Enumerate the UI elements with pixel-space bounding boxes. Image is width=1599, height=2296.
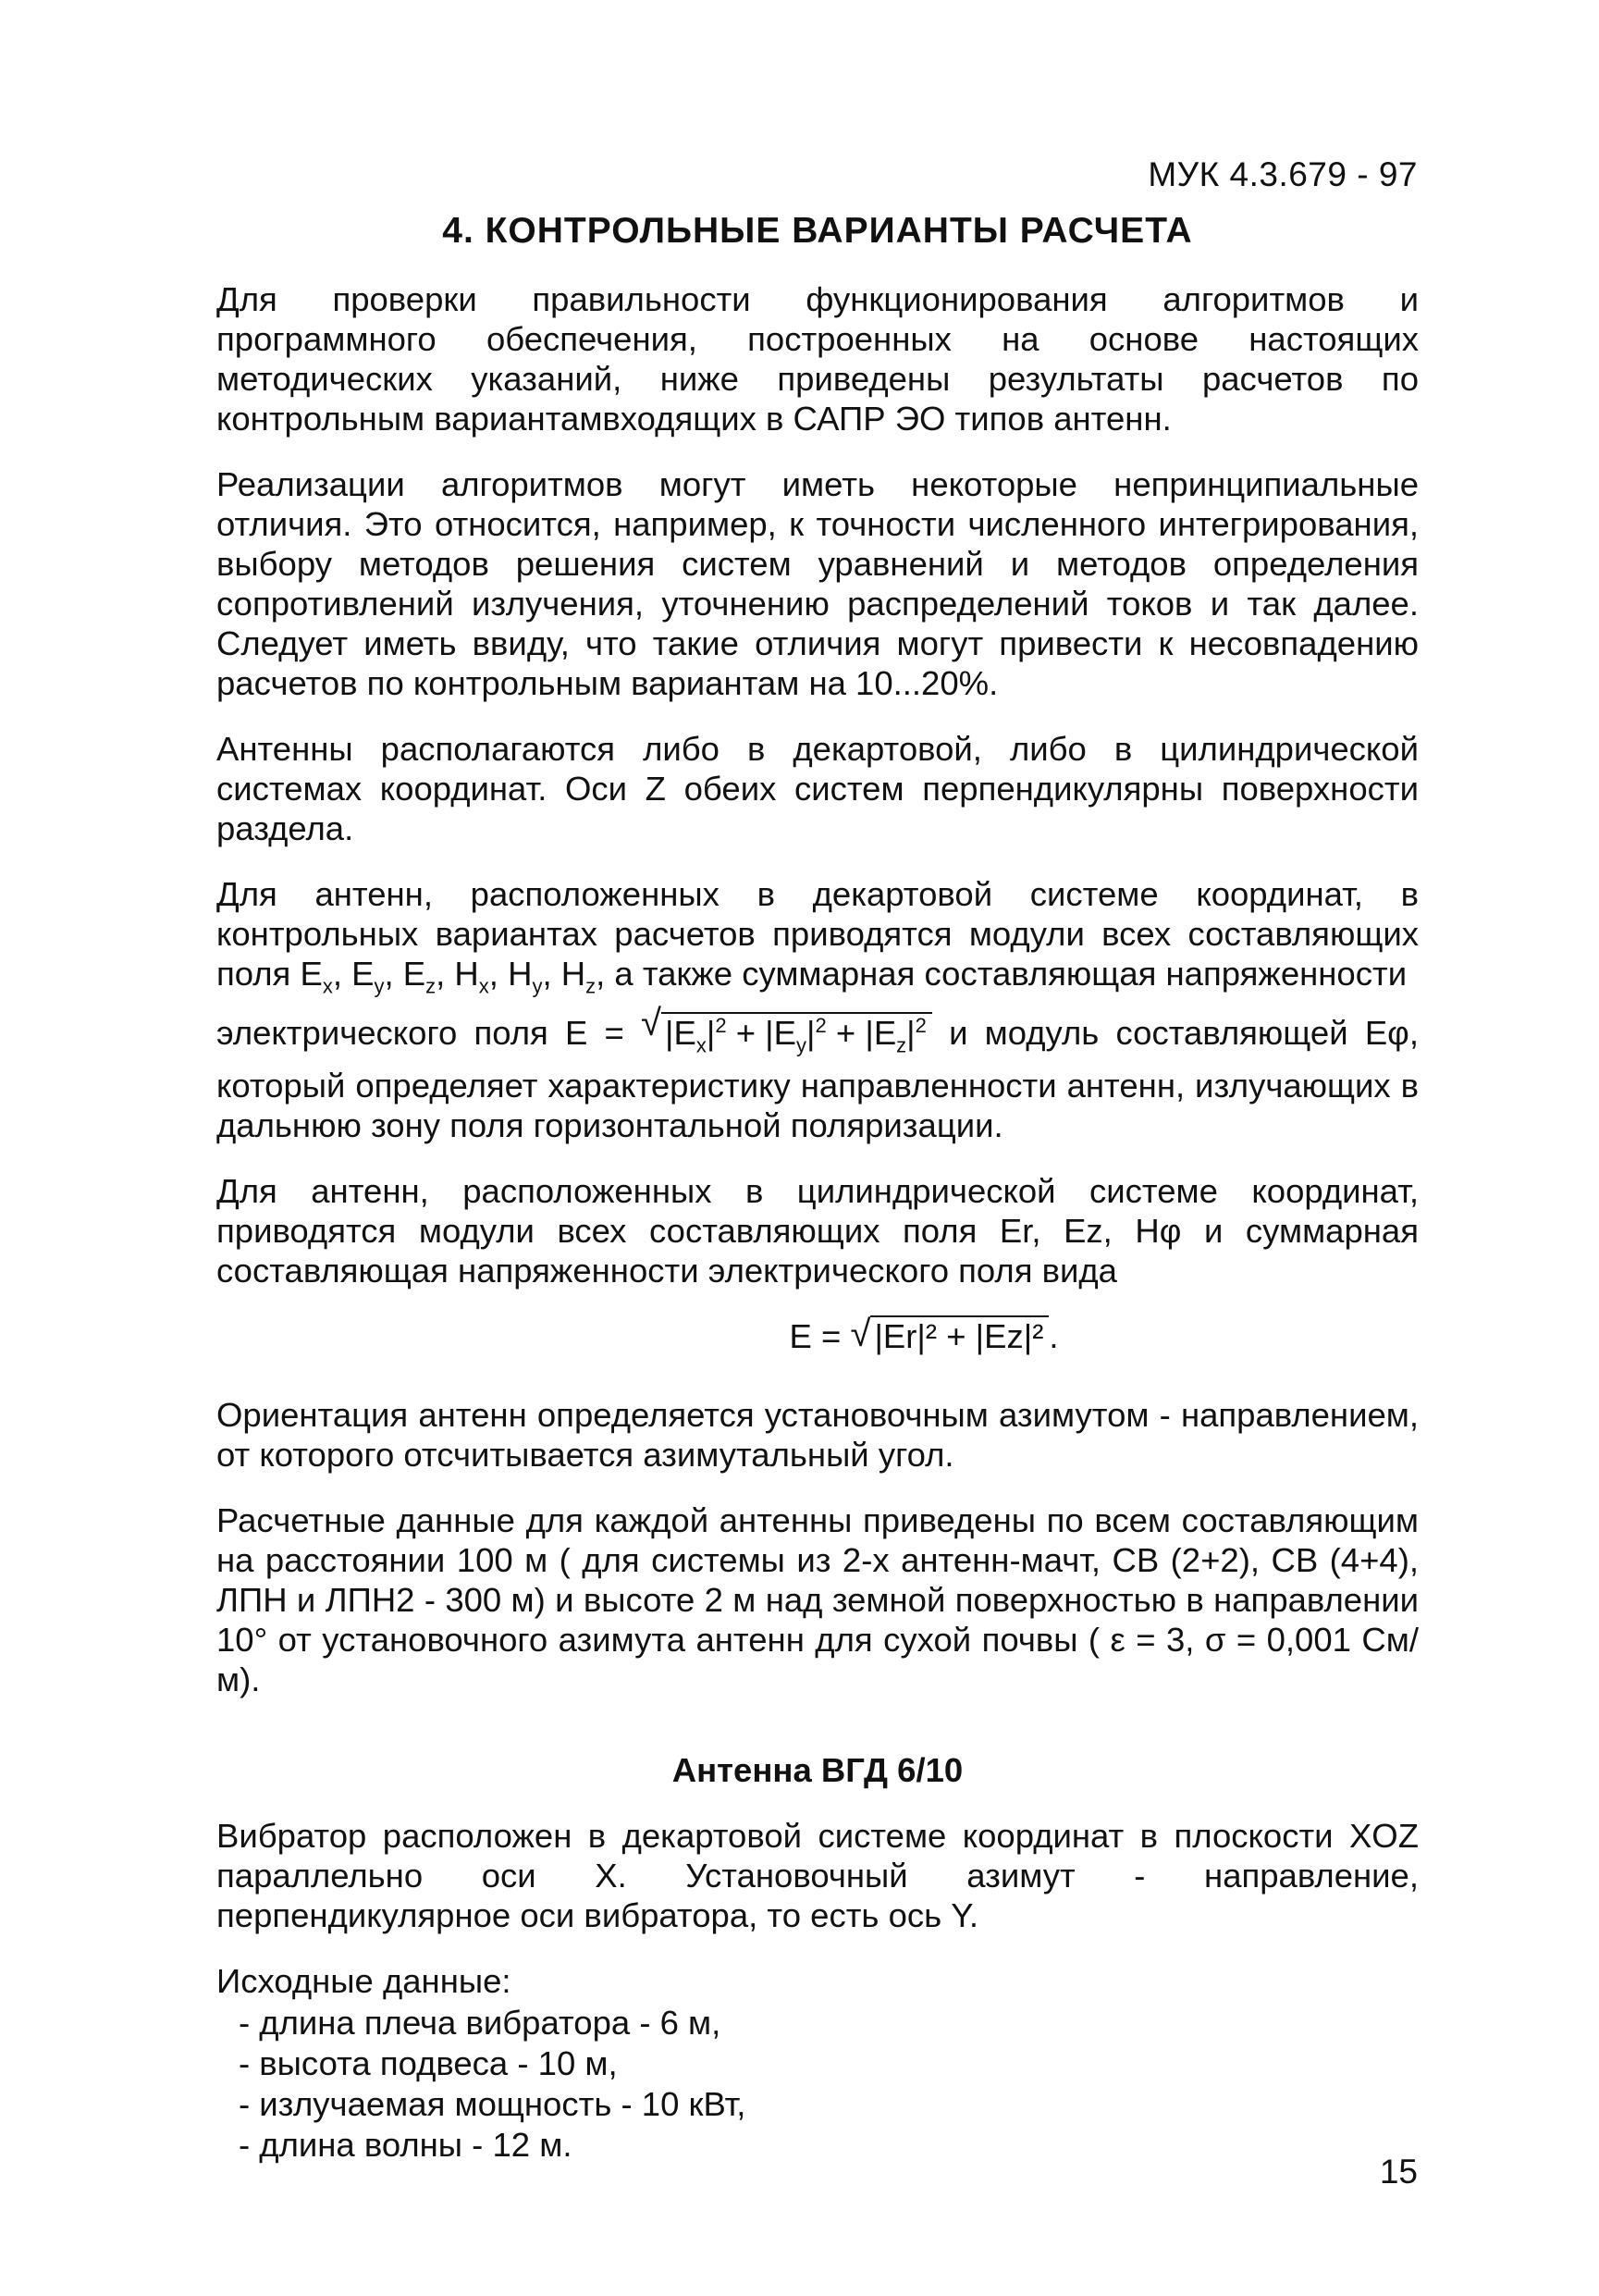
paragraph-4 — [216, 874, 1419, 1145]
antenna-paragraph: Вибратор расположен в декартовой системе координат в плоскости XOZ параллельно оси X. Установочный азимут - направление, перпендикулярное оси вибратора, то есть ось Y. — [216, 1816, 1419, 1934]
formula-cylindrical — [429, 1316, 1419, 1356]
antenna-title: Антенна ВГД 6/10 — [671, 1750, 964, 1789]
main-content — [216, 211, 1419, 2166]
section-title: 4. КОНТРОЛЬНЫЕ ВАРИАНТЫ РАСЧЕТА — [442, 211, 1193, 251]
paragraph-4-part-a: Для антенн, расположенных в декартовой системе координат, в контрольных вариантах расчетов приводятся модули всех составляющих поля — [216, 875, 1419, 993]
paragraph-4-part-e: Eφ, который определяет характеристику направленности антенн, излучающих в дальнюю зону поля горизонтальной поляризации. — [216, 1014, 1419, 1144]
sqrt-symbol: √ $|E_x|^2 + |E_y|^2 + |E_z|^2$ — [641, 1006, 932, 1065]
paragraph-1: Для проверки правильности функционирования алгоритмов и программного обеспечения, построенных на основе настоящих методических указаний, ниже приведены результаты расчетов по контрольным вариантамвходящих в САПР ЭО типов антенн. — [216, 280, 1419, 438]
document-code: МУК 4.3.679 - 97 — [1148, 155, 1418, 193]
formula-cartesian-left: электрического поля E = — [216, 1014, 624, 1053]
paragraph-3: Антенны располагаются либо в декартовой, либо в цилиндрической системах координат. Оси Z обеих систем перпендикулярны поверхности раздела. — [216, 730, 1419, 847]
paragraph-2: Реализации алгоритмов могут иметь некоторые непринципиальные отличия. Это относится, например, к точности численного интегрирования, выбору методов решения систем уравнений и методов определения сопротивлений излучения, уточнению распределений токов и так далее. Следует иметь ввиду, что такие отличия могут привести к несовпадению расчетов по контрольным вариантам на 10...20%. — [216, 465, 1419, 702]
page-number: 15 — [1379, 2153, 1418, 2191]
paragraph-4-part-d: и модуль составляющей — [949, 1014, 1348, 1053]
paragraph-5: Для антенн, расположенных в цилиндрической системе координат, приводятся модули всех составляющих поля Er, Ez, Hφ и суммарная составляющая напряженности электрического поля вида — [216, 1171, 1419, 1290]
formula-cartesian — [216, 1014, 949, 1057]
formula-cylindrical-end: . — [1049, 1316, 1059, 1355]
paragraph-6: Ориентация антенн определяется установочным азимутом - направлением, от которого отсчитывается азимутальный угол. — [216, 1395, 1419, 1474]
list-item: - высота подвеса - 10 м, — [239, 2043, 618, 2082]
paragraph-7: Расчетные данные для каждой антенны приведены по всем составляющим на расстоянии 100 м ( для системы из 2-х антенн-мачт, СВ (2+2), СВ (4+4), ЛПН и ЛПН2 - 300 м) и высоте 2 м над земной поверхностью в направлении 10° от установочного азимута антенн для сухой почвы ( ε = 3, σ = 0,001 См/м). — [216, 1500, 1419, 1698]
field-components-cartesian: $E_x$, $E_y$, $E_z$, $H_x$, $H_y$, $H_z$ — [300, 955, 597, 998]
input-data-list — [239, 2003, 1419, 2166]
input-data-title: Исходные данные: — [216, 1961, 511, 2000]
formula-cylindrical-left: E = — [789, 1316, 842, 1355]
list-item: - длина плеча вибратора - 6 м, — [239, 2003, 721, 2042]
paragraph-4-part-b: , а также суммарная составляющая напряженности — [596, 955, 1408, 993]
list-item: - излучаемая мощность - 10 кВт, — [239, 2084, 746, 2123]
list-item: - длина волны - 12 м. — [239, 2125, 572, 2164]
sqrt-symbol-cyl — [850, 1316, 1049, 1356]
formula-cylindrical-radicand: |Er|² + |Ez|² — [870, 1315, 1049, 1355]
